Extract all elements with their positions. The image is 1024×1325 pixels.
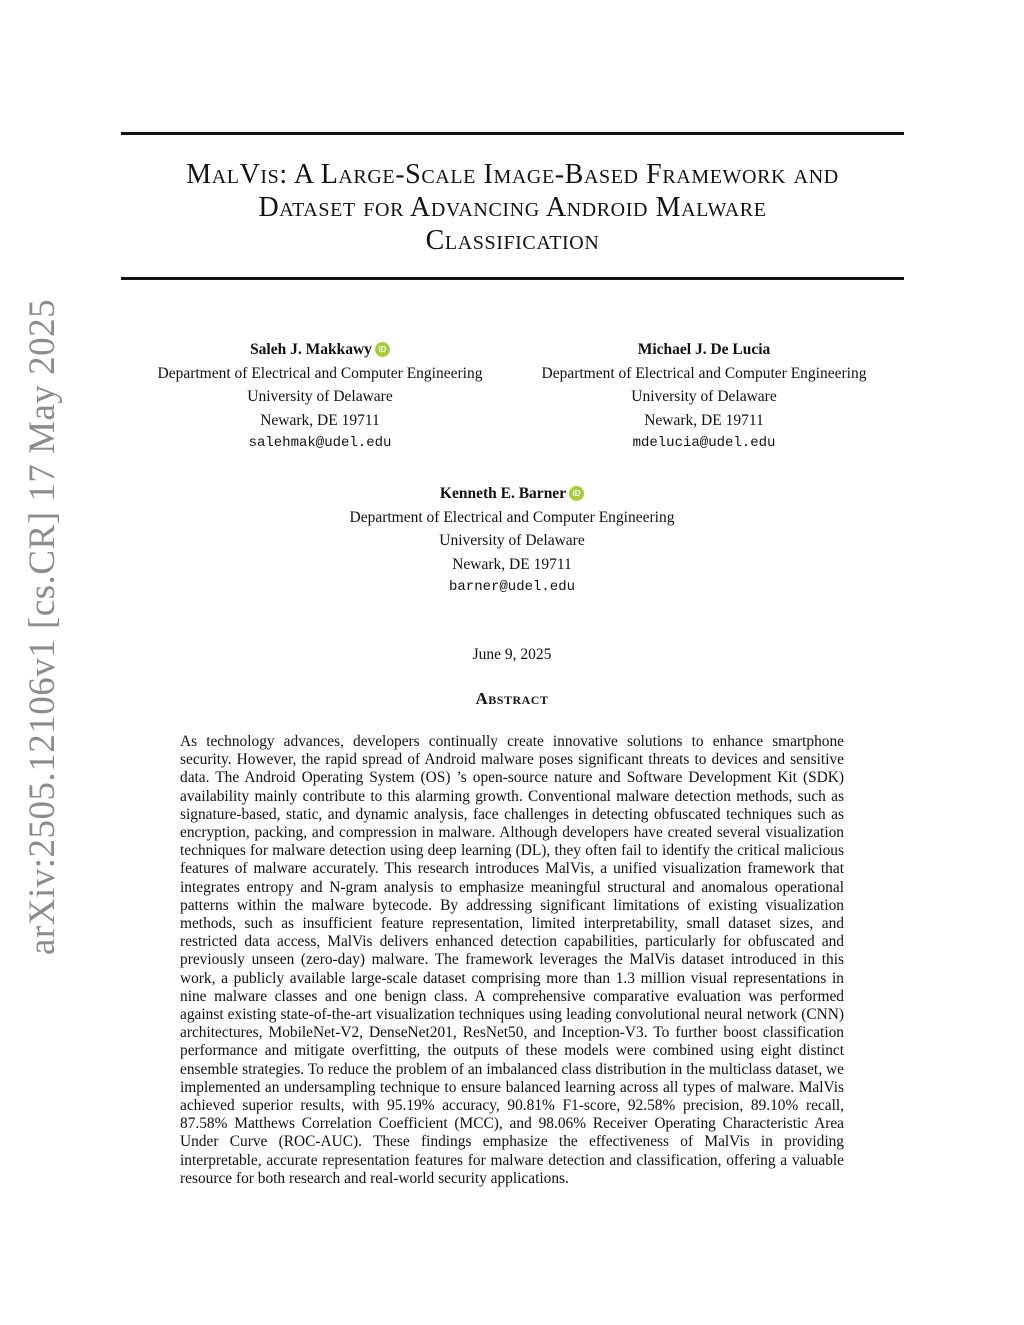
author-block-makkawy [140, 338, 500, 456]
publication-date: June 9, 2025 [472, 646, 552, 663]
title-line-2: Dataset for Advancing Android Malware [258, 192, 767, 223]
title-top-rule [121, 132, 904, 135]
author-email[interactable]: salehmak@udel.edu [248, 435, 392, 451]
author-university: University of Delaware [439, 532, 585, 549]
title-bottom-rule [121, 277, 904, 280]
author-address: Newark, DE 19711 [452, 555, 572, 573]
author-block-barner [332, 482, 692, 600]
author-email[interactable]: mdelucia@udel.edu [632, 435, 776, 451]
abstract-heading: Abstract [475, 689, 549, 708]
author-university: University of Delaware [247, 388, 393, 405]
author-block-delucia [524, 338, 884, 456]
author-department: Department of Electrical and Computer Engineering [349, 508, 675, 526]
orcid-icon[interactable]: iD [569, 486, 584, 501]
author-email[interactable]: barner@udel.edu [448, 579, 576, 595]
author-name: Saleh J. Makkawy [250, 341, 372, 358]
abstract-text: As technology advances, developers continually create innovative solutions to enhance smartphone security. However, the rapid spread of Android malware poses significant threats to devices and sensitive data. The Android Operating System (OS) ’s open-source nature and Software Development Kit (SDK) availability mainly contribute to this alarming growth. Conventional malware detection methods, such as signature-based, static, and dynamic analysis, face challenges in detecting obfuscated techniques such as encryption, packing, and compression in malware. Although developers have created several visualization techniques for malware detection using deep learning (DL), they often fail to identify the critical malicious features of malware accurately. This research introduces MalVis, a unified visualization framework that integrates entropy and N-gram analysis to emphasize meaningful structural and anomalous operational patterns within the malware bytecode. By addressing significant limitations of existing visualization methods, such as insufficient feature representation, limited interpretability, small dataset sizes, and restricted data access, MalVis delivers enhanced detection capabilities, particularly for obfuscated and previously unseen (zero-day) malware. The framework leverages the MalVis dataset introduced in this work, a publicly available large-scale dataset comprising more than 1.3 million visual representations in nine malware classes and one benign class. A comprehensive comparative evaluation was performed against existing state-of-the-art visualization techniques using leading convolutional neural network (CNN) architectures, MobileNet-V2, DenseNet201, ResNet50, and Inception-V3. To further boost classification performance and mitigate overfitting, the outputs of these models were combined using eight distinct ensemble strategies. To reduce the problem of an imbalanced class distribution in the multiclass dataset, we implemented an undersampling technique to ensure balanced learning across all types of malware. MalVis achieved superior results, with 95.19% accuracy, 90.81% F1-score, 92.58% precision, 89.10% recall, 87.58% Matthews Correlation Coefficient (MCC), and 98.06% Receiver Operating Characteristic Area Under Curve (ROC-AUC). These findings emphasize the effectiveness of MalVis in providing interpretable, accurate representation features for malware detection and classification, offering a valuable resource for both research and real-world security applications. [180, 733, 844, 1187]
author-department: Department of Electrical and Computer Engineering [157, 364, 483, 382]
author-name: Michael J. De Lucia [637, 341, 771, 358]
author-name: Kenneth E. Barner [439, 485, 567, 502]
author-address: Newark, DE 19711 [644, 411, 764, 429]
paper-title [121, 158, 904, 257]
author-address: Newark, DE 19711 [260, 411, 380, 429]
author-university: University of Delaware [631, 388, 777, 405]
orcid-icon[interactable]: iD [375, 342, 390, 357]
author-department: Department of Electrical and Computer Engineering [541, 364, 867, 382]
title-line-1: MalVis: A Large-Scale Image-Based Framework and [186, 159, 839, 190]
arxiv-identifier: arXiv:2505.12106v1 [cs.CR] 17 May 2025 [22, 298, 63, 955]
title-line-3: Classification [425, 225, 600, 256]
